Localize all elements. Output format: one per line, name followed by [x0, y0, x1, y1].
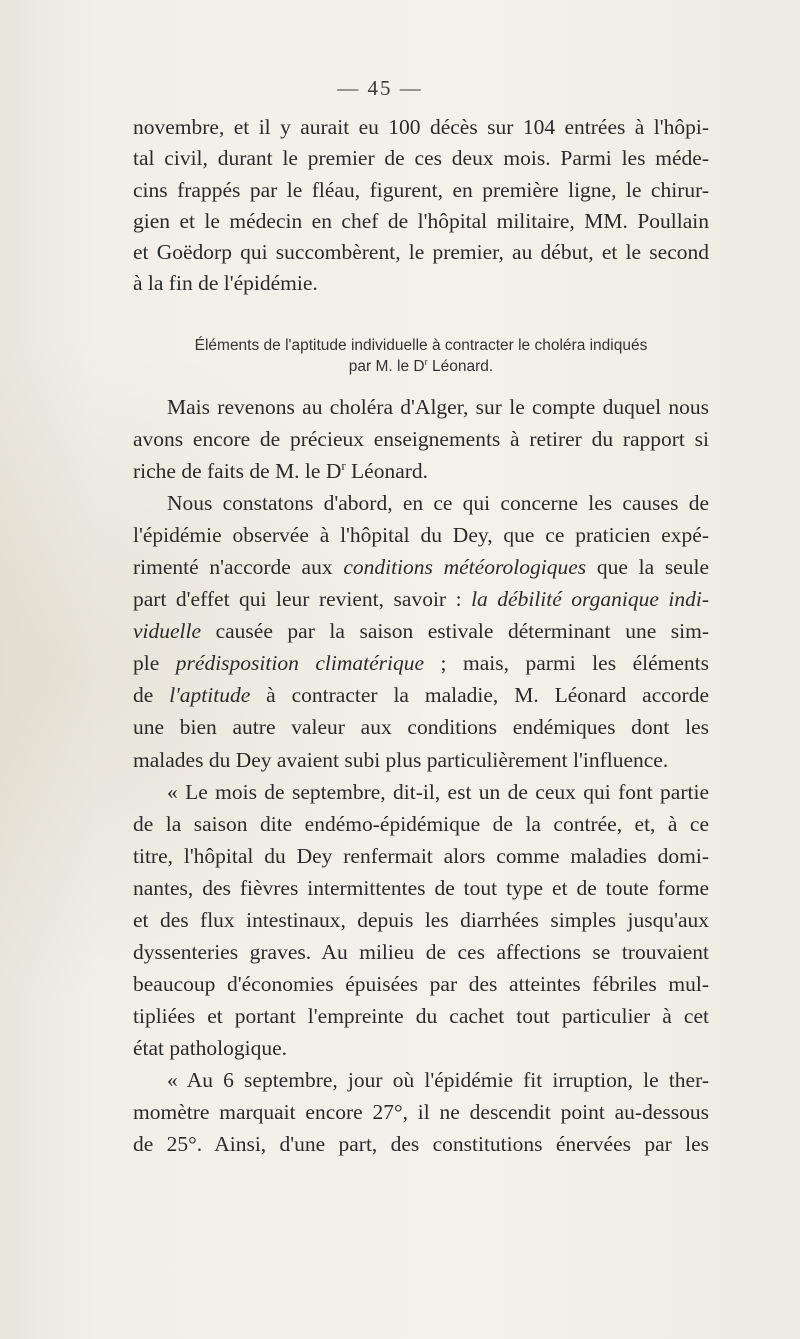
text-line: avons encore de précieux enseignements à retirer du rapport si	[133, 427, 709, 452]
text-line: de l'aptitude à contracter la maladie, M. Léonard accorde	[133, 683, 709, 708]
text-line: viduelle causée par la saison estivale déterminant une sim-	[133, 619, 709, 644]
text-line: et Goëdorp qui succombèrent, le premier, au début, et le second	[133, 240, 709, 265]
page-number: — 45 —	[337, 76, 423, 100]
text-line: l'épidémie observée à l'hôpital du Dey, que ce praticien expé-	[133, 523, 709, 548]
text-line: de la saison dite endémo-épidémique de la contrée, et, à ce	[133, 811, 709, 836]
section-heading	[133, 335, 709, 377]
text-line: « Le mois de septembre, dit-il, est un de ceux qui font partie	[167, 779, 709, 804]
text-line: « Au 6 septembre, jour où l'épidémie fit irruption, le ther-	[167, 1067, 709, 1092]
text-line: tipliées et portant l'empreinte du cachet tout particulier à cet	[133, 1003, 709, 1028]
text-line: rimenté n'accorde aux conditions météorologiques que la seule	[133, 555, 709, 580]
text-line: état pathologique.	[133, 1035, 288, 1060]
text-line: Mais revenons au choléra d'Alger, sur le compte duquel nous	[167, 395, 709, 419]
paragraph-continuation	[133, 112, 709, 300]
text-line: à la fin de l'épidémie.	[133, 271, 318, 296]
text-line: gien et le médecin en chef de l'hôpital militaire, MM. Poullain	[133, 208, 709, 233]
text-line: nantes, des fièvres intermittentes de tout type et de toute forme	[133, 875, 709, 900]
text-line: beaucoup d'économies épuisées par des atteintes fébriles mul-	[133, 971, 709, 996]
text-line: titre, l'hôpital du Dey renfermait alors comme maladies domi-	[133, 843, 709, 868]
text-line: une bien autre valeur aux conditions endémiques dont les	[133, 715, 709, 740]
text-line: Nous constatons d'abord, en ce qui concerne les causes de	[167, 491, 709, 516]
text-line: tal civil, durant le premier de ces deux mois. Parmi les méde-	[133, 146, 709, 171]
text-line: ple prédisposition climatérique ; mais, parmi les éléments	[133, 651, 709, 676]
text-line: momètre marquait encore 27°, il ne descendit point au-dessous	[133, 1100, 709, 1125]
text-line: malades du Dey avaient subi plus particulièrement l'influence.	[133, 747, 669, 772]
text-line: de 25°. Ainsi, d'une part, des constitutions énervées par les	[133, 1132, 709, 1157]
body-text	[133, 391, 709, 1160]
text-line: dyssenteries graves. Au milieu de ces affections se trouvaient	[133, 939, 709, 964]
text-line: et des flux intestinaux, depuis les diarrhées simples jusqu'aux	[133, 907, 709, 932]
text-line: riche de faits de M. le $D^r$ Léonard.	[133, 458, 429, 484]
text-line: cins frappés par le fléau, figurent, en première ligne, le chirur-	[133, 177, 709, 202]
text-line: novembre, et il y aurait eu 100 décès sur 104 entrées à l'hôpi-	[133, 115, 709, 139]
section-heading-line: Éléments de l'aptitude individuelle à contracter le choléra indiqués	[194, 337, 648, 354]
section-heading-line: par M. le $D^r$ Léonard.	[348, 356, 494, 375]
text-line: part d'effet qui leur revient, savoir : la débilité organique indi-	[133, 587, 709, 612]
